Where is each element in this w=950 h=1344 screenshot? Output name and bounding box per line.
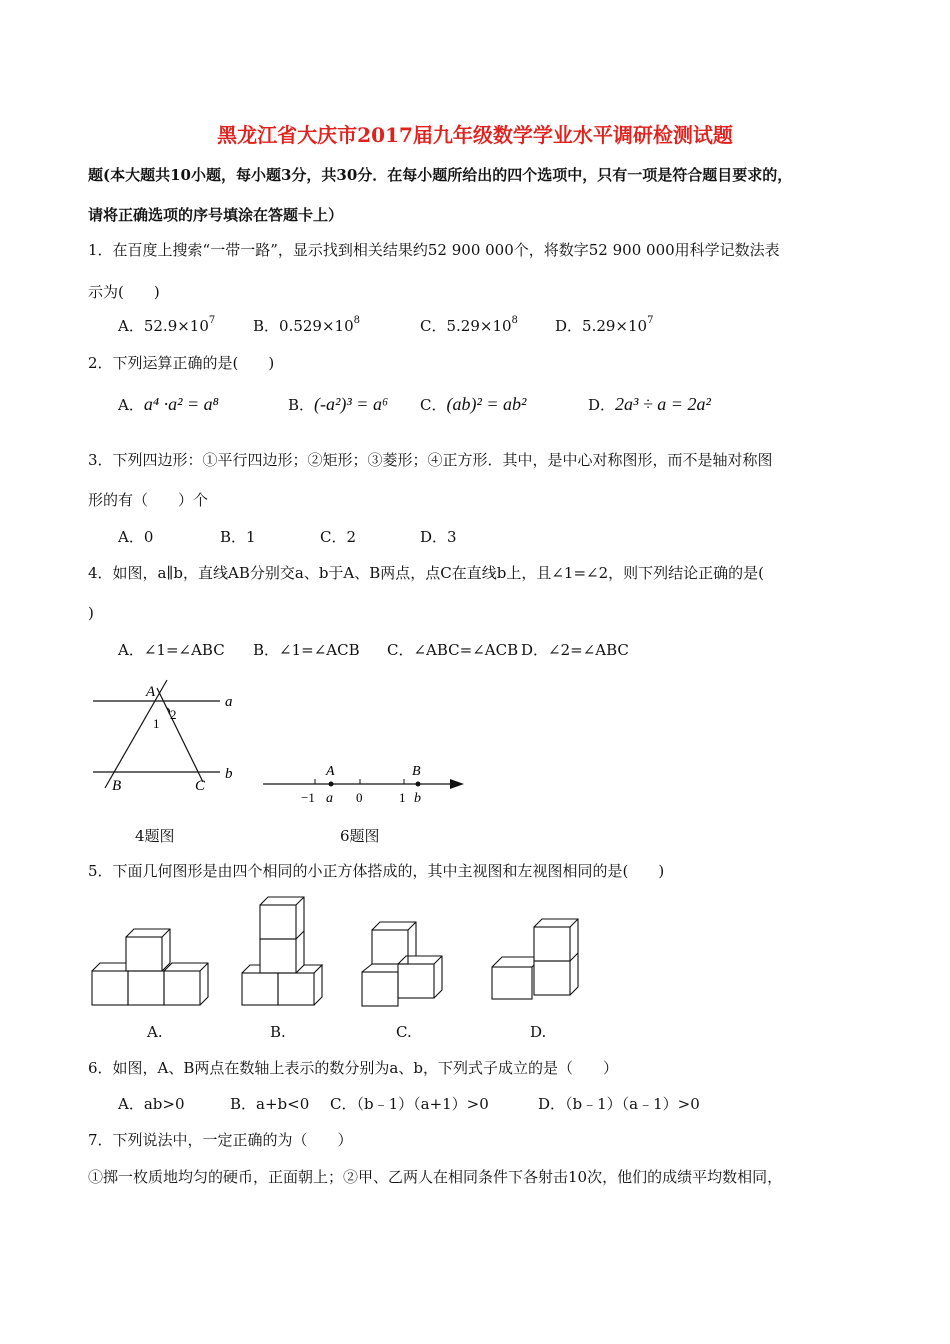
line-ac bbox=[157, 688, 203, 782]
q3-stem-line-2: 形的有（ ）个 bbox=[88, 491, 209, 509]
q3-option-a[interactable]: A．0 bbox=[118, 528, 154, 546]
q5-figure-d bbox=[488, 915, 588, 1005]
label-a: a bbox=[326, 791, 333, 806]
q6-option-a[interactable]: A．ab>0 bbox=[118, 1095, 185, 1113]
q7-stem: 7．下列说法中，一定正确的为（ ） bbox=[88, 1131, 353, 1149]
q1-option-d[interactable]: D．$5.29\times 10^7$ bbox=[555, 315, 654, 335]
fig4-caption: 4题图 bbox=[135, 827, 175, 845]
q4-option-b[interactable]: B．∠1=∠ACB bbox=[253, 641, 360, 659]
label-B: B bbox=[112, 778, 122, 794]
q7-line-1: ①掷一枚质地均匀的硬币，正面朝上；②甲、乙两人在相同条件下各射击10次，他们的成绩平均数相同， bbox=[88, 1168, 783, 1186]
q1-option-c[interactable]: C．$5.29\times 10^8$ bbox=[420, 315, 518, 335]
q2-stem: 2．下列运算正确的是( ) bbox=[88, 354, 275, 372]
label-zero: 0 bbox=[356, 790, 363, 805]
q3-option-d[interactable]: D．3 bbox=[420, 528, 457, 546]
q5-option-c[interactable]: C. bbox=[396, 1023, 412, 1041]
q6-option-c[interactable]: C．（b﹣1）（a+1）>0 bbox=[330, 1095, 489, 1113]
q6-option-d[interactable]: D．（b﹣1）（a﹣1）>0 bbox=[538, 1095, 700, 1113]
q2-option-a[interactable]: A．a⁴ ·a² = a⁸ bbox=[118, 394, 219, 414]
q4-stem-line-2: ) bbox=[88, 604, 94, 622]
label-b: b bbox=[225, 766, 233, 782]
q4-option-d[interactable]: D．∠2=∠ABC bbox=[521, 641, 629, 659]
q1-stem-line-2: 示为( ) bbox=[88, 283, 160, 301]
section-intro-line-1: 题(本大题共10小题，每小题3分，共30分．在每小题所给出的四个选项中，只有一项是符合题目要求的， bbox=[88, 166, 793, 184]
q3-stem-line-1: 3．下列四边形：①平行四边形；②矩形；③菱形；④正方形．其中，是中心对称图形，而不是轴对称图 bbox=[88, 451, 773, 469]
q5-option-a[interactable]: A. bbox=[147, 1023, 163, 1041]
section-intro-line-2: 请将正确选项的序号填涂在答题卡上） bbox=[88, 206, 344, 224]
fig6-caption: 6题图 bbox=[340, 827, 380, 845]
q5-stem: 5．下面几何图形是由四个相同的小正方体搭成的，其中主视图和左视图相同的是( ) bbox=[88, 862, 665, 880]
q3-option-c[interactable]: C．2 bbox=[320, 528, 357, 546]
label-one: 1 bbox=[399, 790, 406, 805]
label-b: b bbox=[414, 791, 421, 806]
label-A: A bbox=[326, 764, 335, 779]
point-a bbox=[329, 782, 334, 787]
point-b bbox=[416, 782, 421, 787]
q5-figure-c bbox=[356, 918, 466, 1008]
q1-option-b[interactable]: B．$0.529\times 10^8$ bbox=[253, 315, 360, 335]
fig6-number-line bbox=[258, 760, 470, 808]
label-a: a bbox=[225, 694, 233, 710]
q5-option-b[interactable]: B. bbox=[270, 1023, 286, 1041]
q2-option-d[interactable]: D．2a³ ÷ a = 2a² bbox=[588, 394, 711, 414]
q4-option-a[interactable]: A．∠1=∠ABC bbox=[118, 641, 225, 659]
label-C: C bbox=[195, 778, 206, 794]
q1-option-a[interactable]: A．$52.9\times 10^7$ bbox=[118, 315, 216, 335]
label-2: 2 bbox=[170, 707, 177, 722]
q5-figure-a bbox=[88, 925, 218, 1007]
label-B: B bbox=[412, 764, 421, 779]
q2-option-c[interactable]: C．(ab)² = ab² bbox=[420, 394, 527, 414]
q2-option-b[interactable]: B．(-a²)³ = a⁶ bbox=[288, 394, 389, 414]
axis-arrow bbox=[450, 779, 464, 789]
q6-option-b[interactable]: B．a+b<0 bbox=[230, 1095, 310, 1113]
q4-stem-line-1: 4．如图，a∥b，直线AB分别交a、b于A、B两点，点C在直线b上，且∠1=∠2，则下列结论正确的是( bbox=[88, 564, 764, 582]
q4-option-c[interactable]: C．∠ABC=∠ACB bbox=[387, 641, 519, 659]
q1-stem-line-1: 1．在百度上搜索“一带一路”，显示找到相关结果约52 900 000个，将数字52 900 000用科学记数法表 bbox=[88, 241, 780, 259]
q5-option-d[interactable]: D. bbox=[530, 1023, 547, 1041]
q5-figure-b bbox=[236, 895, 336, 1007]
label-1: 1 bbox=[153, 716, 160, 731]
q6-stem: 6．如图，A、B两点在数轴上表示的数分别为a、b，下列式子成立的是（ ） bbox=[88, 1059, 618, 1077]
page-title: 黑龙江省大庆市2017届九年级数学学业水平调研检测试题 bbox=[217, 123, 733, 147]
label-neg1: −1 bbox=[301, 790, 315, 805]
label-A: A bbox=[146, 684, 156, 700]
q3-option-b[interactable]: B．1 bbox=[220, 528, 256, 546]
fig4-triangle-diagram bbox=[85, 676, 250, 801]
